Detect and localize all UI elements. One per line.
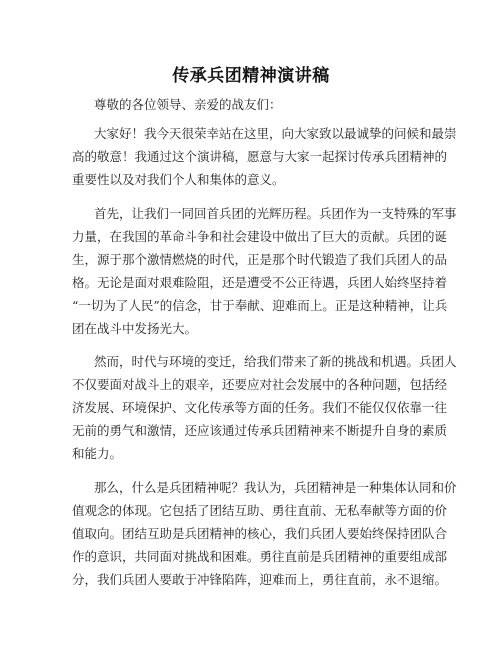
paragraph-line: “一切为了人民”的信念，甘于奉献、迎难而上。正是这种精神，让兵 — [72, 298, 448, 313]
paragraph-line: 那么，什么是兵团精神呢？我认为，兵团精神是一种集体认同和价 — [94, 480, 457, 495]
paragraph-line: 无前的勇气和激情，还应该通过传承兵团精神来不断提升自身的素质 — [72, 423, 448, 438]
document-title: 传承兵团精神演讲稿 — [172, 66, 330, 86]
paragraph-line: 大家好！我今天很荣幸站在这里，向大家致以最诚挚的问候和最崇 — [94, 126, 457, 141]
salutation: 尊敬的各位领导、亲爱的战友们： — [94, 97, 282, 112]
paragraph-line: 格。无论是面对艰难险阻，还是遭受不公正待遇，兵团人始终坚持着 — [72, 275, 448, 290]
paragraph-line: 重要性以及对我们个人和集体的意义。 — [72, 172, 285, 187]
paragraph-line: 值观念的体现。它包括了团结互助、勇往直前、无私奉献等方面的价 — [72, 503, 448, 518]
paragraph-line: 生，源于那个激情燃烧的时代，正是那个时代锻造了我们兵团人的品 — [72, 252, 448, 267]
paragraph-line: 高的敬意！我通过这个演讲稿，愿意与大家一起探讨传承兵团精神的 — [72, 149, 448, 164]
paragraph-line: 作的意识，共同面对挑战和困难。勇往直前是兵团精神的重要组成部 — [72, 549, 448, 564]
paragraph-line: 不仅要面对战斗上的艰辛，还要应对社会发展中的各种问题，包括经 — [72, 377, 448, 392]
paragraph-line: 济发展、环境保护、文化传承等方面的任务。我们不能仅仅依靠一往 — [72, 400, 448, 415]
paragraph-line: 值取向。团结互助是兵团精神的核心，我们兵团人要始终保持团队合 — [72, 526, 448, 541]
paragraph-line: 力量，在我国的革命斗争和社会建设中做出了巨大的贡献。兵团的诞 — [72, 229, 448, 244]
paragraph-line: 团在战斗中发扬光大。 — [72, 321, 198, 336]
paragraph-line: 首先，让我们一同回首兵团的光辉历程。兵团作为一支特殊的军事 — [94, 206, 457, 221]
paragraph-line: 然而，时代与环境的变迁，给我们带来了新的挑战和机遇。兵团人 — [94, 354, 457, 369]
paragraph-line: 分，我们兵团人要敢于冲锋陷阵，迎难而上，勇往直前，永不退缩。 — [72, 572, 448, 587]
paragraph-line: 和能力。 — [72, 446, 123, 461]
